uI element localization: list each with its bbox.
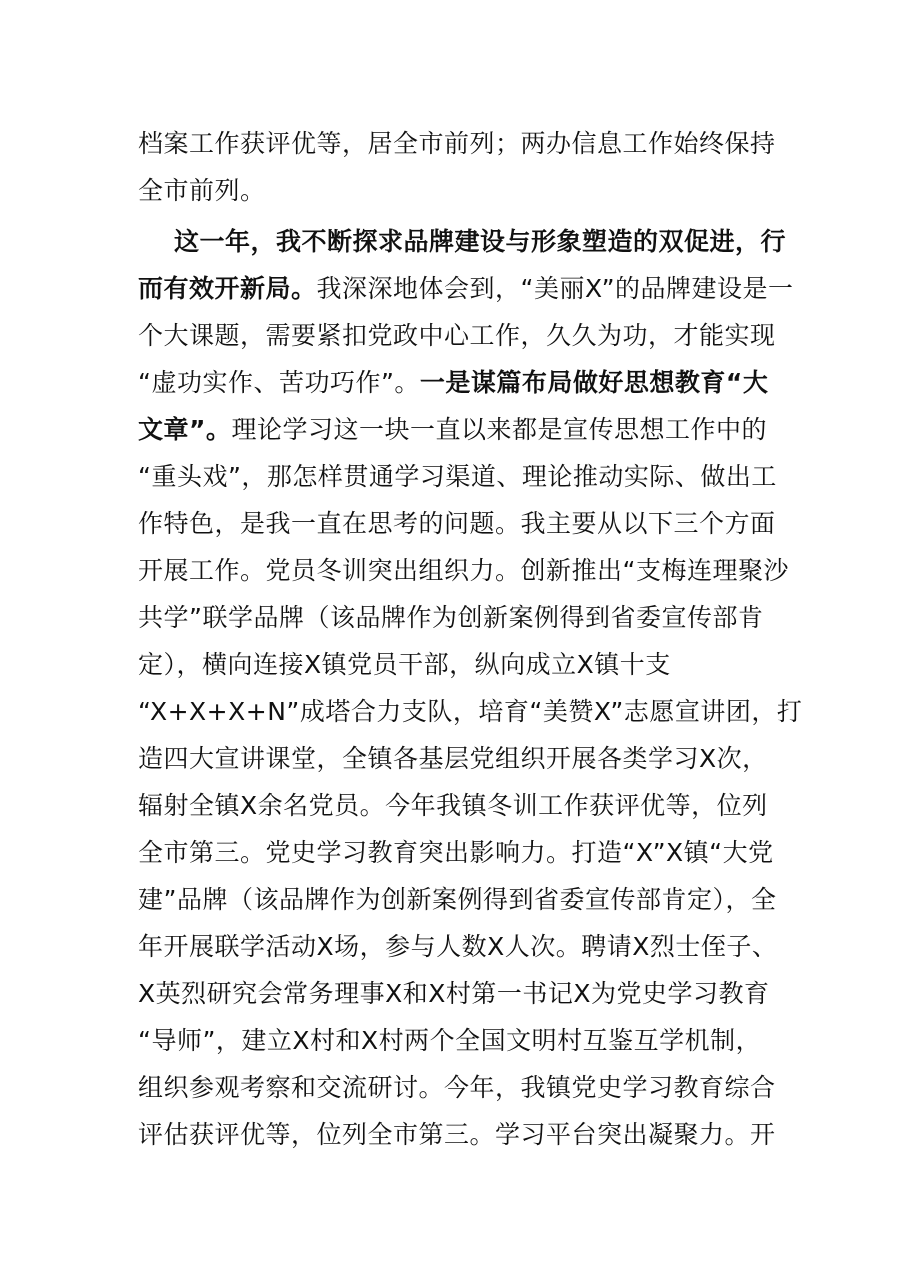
text-line: “重头戏”，那怎样贯通学习渠道、理论推动实际、做出工 <box>138 462 777 491</box>
text-line: 个大课题，需要紧扣党政中心工作，久久为功，才能实现 <box>138 321 776 350</box>
text-line: 全市前列。 <box>138 176 266 205</box>
text-line <box>138 273 794 305</box>
bold-lead: 一是谋篇布局做好思想教育“大 <box>419 368 769 397</box>
text-line <box>138 367 768 399</box>
text-span: 我深深地体会到，“美丽X”的品牌建设是一 <box>316 274 794 303</box>
text-line: X英烈研究会常务理事X和X村第一书记X为党史学习教育 <box>138 979 770 1008</box>
text-line: “X+X+X+N”成塔合力支队，培育“美赞X”志愿宣讲团，打 <box>138 697 803 726</box>
text-line: 档案工作获评优等，居全市前列；两办信息工作始终保持 <box>138 129 776 158</box>
text-line: 建”品牌（该品牌作为创新案例得到省委宣传部肯定），全 <box>138 885 777 914</box>
text-line: “导师”，建立X村和X村两个全国文明村互鉴互学机制， <box>138 1026 762 1055</box>
bold-lead: 文章”。 <box>138 415 232 444</box>
text-line: 组织参观考察和交流研讨。今年，我镇党史学习教育综合 <box>138 1073 776 1102</box>
text-line: 辐射全镇X余名党员。今年我镇冬训工作获评优等，位列 <box>138 791 768 820</box>
text-line: 定），横向连接X镇党员干部，纵向成立X镇十支 <box>138 650 671 679</box>
text-line <box>138 414 767 446</box>
text-line: 共学”联学品牌（该品牌作为创新案例得到省委宣传部肯 <box>138 603 764 632</box>
text-line: 年开展联学活动X场，参与人数X人次。聘请X烈士侄子、 <box>138 932 778 961</box>
text-line: 评估获评优等，位列全市第三。学习平台突出凝聚力。开 <box>138 1120 776 1149</box>
text-span: “虚功实作、苦功巧作”。 <box>138 368 420 397</box>
paragraph-heading <box>174 226 786 258</box>
text-line: 全市第三。党史学习教育突出影响力。打造“X”X镇“大党 <box>138 838 774 867</box>
text-line: 作特色，是我一直在思考的问题。我主要从以下三个方面 <box>138 509 776 538</box>
text-line: 造四大宣讲课堂，全镇各基层党组织开展各类学习X次， <box>138 744 768 773</box>
text-span: 理论学习这一块一直以来都是宣传思想工作中的 <box>231 415 767 444</box>
bold-lead: 这一年，我不断探求品牌建设与形象塑造的双促进，行 <box>174 227 787 256</box>
bold-lead: 而有效开新局。 <box>138 274 317 303</box>
text-line: 开展工作。党员冬训突出组织力。创新推出“支梅连理聚沙 <box>138 556 789 585</box>
